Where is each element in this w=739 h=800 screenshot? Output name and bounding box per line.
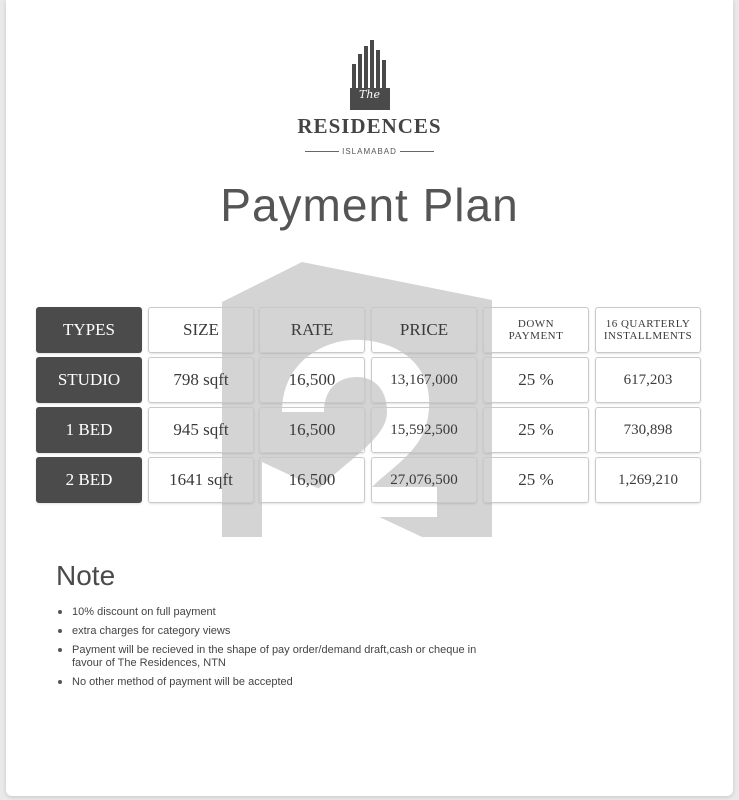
table-row-size: 945 sqft (148, 407, 254, 453)
table-row-size: 1641 sqft (148, 457, 254, 503)
bullet-icon (58, 680, 62, 684)
brand-logo (0, 40, 739, 157)
header-rate: RATE (259, 307, 365, 353)
note-text: extra charges for category views (72, 625, 231, 637)
buildings-icon (350, 40, 390, 110)
logo-script-text: The (359, 88, 380, 101)
table-row-installment: 1,269,210 (595, 457, 701, 503)
note-list (56, 606, 496, 695)
list-item (56, 644, 496, 670)
header-size: SIZE (148, 307, 254, 353)
bullet-icon (58, 629, 62, 633)
brand-name: RESIDENCES (297, 114, 442, 138)
brand-city-label: ISLAMABAD (342, 147, 397, 156)
table-row-down-payment: 25 % (483, 357, 589, 403)
table-row-type: 1 BED (36, 407, 142, 453)
table-row-type: 2 BED (36, 457, 142, 503)
table-row-size: 798 sqft (148, 357, 254, 403)
bullet-icon (58, 610, 62, 614)
table-row-installment: 730,898 (595, 407, 701, 453)
header-types: TYPES (36, 307, 142, 353)
table-row-price: 13,167,000 (371, 357, 477, 403)
list-item (56, 676, 496, 689)
page-title: Payment Plan (220, 179, 519, 231)
table-row-rate: 16,500 (259, 407, 365, 453)
brand-city (305, 147, 434, 156)
table-row-price: 27,076,500 (371, 457, 477, 503)
note-text: Payment will be recieved in the shape of pay order/demand draft,cash or cheque in favour of The Residences, NTN (72, 644, 477, 669)
table-row-price: 15,592,500 (371, 407, 477, 453)
table-row-type: STUDIO (36, 357, 142, 403)
note-text: No other method of payment will be accepted (72, 676, 293, 688)
table-row-down-payment: 25 % (483, 457, 589, 503)
header-price: PRICE (371, 307, 477, 353)
table-row-installment: 617,203 (595, 357, 701, 403)
header-installments: 16 QUARTERLY INSTALLMENTS (595, 307, 701, 353)
list-item (56, 625, 496, 638)
note-text: 10% discount on full payment (72, 606, 216, 618)
list-item (56, 606, 496, 619)
bullet-icon (58, 648, 62, 652)
table-row-rate: 16,500 (259, 357, 365, 403)
header-down-payment: DOWN PAYMENT (483, 307, 589, 353)
table-row-down-payment: 25 % (483, 407, 589, 453)
table-row-rate: 16,500 (259, 457, 365, 503)
note-title: Note (56, 560, 116, 591)
